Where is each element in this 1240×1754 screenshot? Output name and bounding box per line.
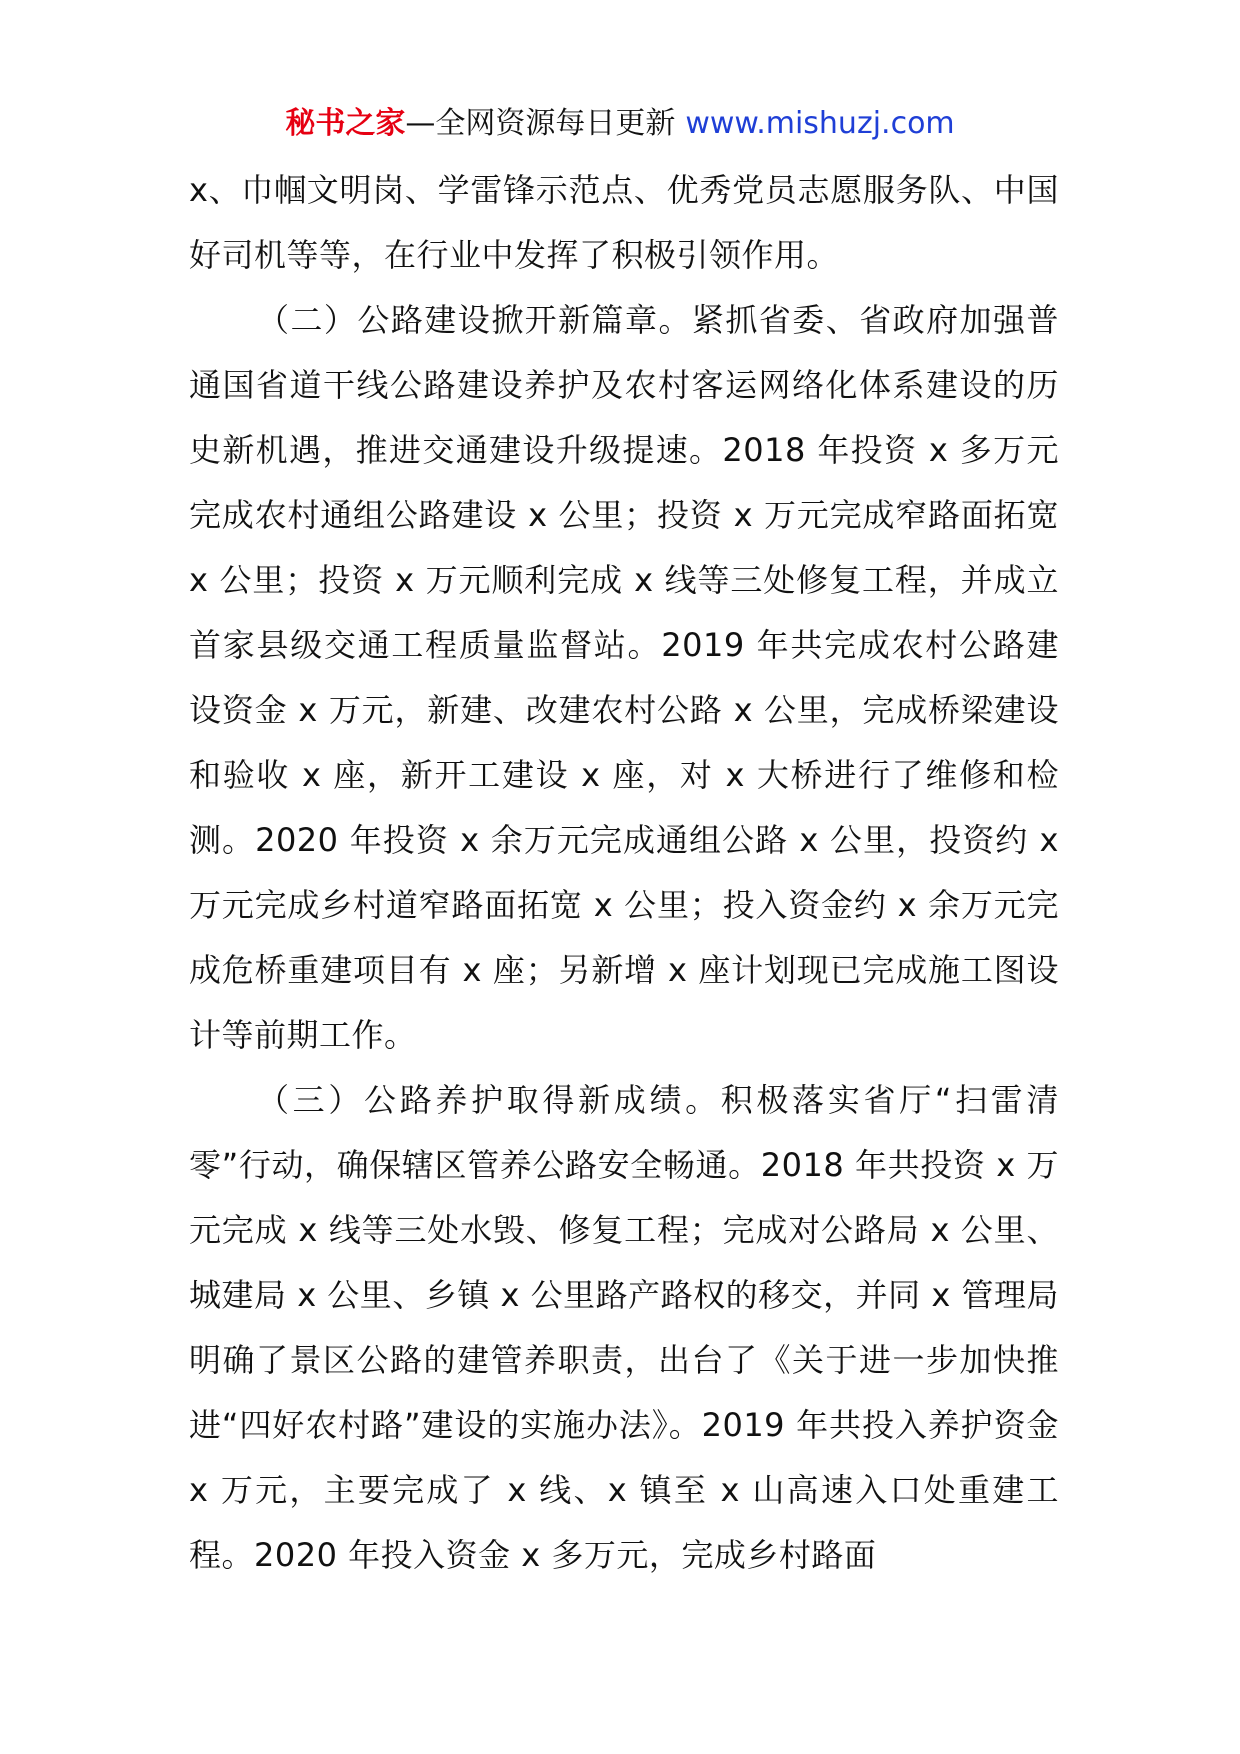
paragraph-road-construction: （二）公路建设掀开新篇章。紧抓省委、省政府加强普通国省道干线公路建设养护及农村客运网络化体系建设的历史新机遇，推进交通建设升级提速。2018 年投资 x 多万元完成农村通组公路建设 x 公里；投资 x 万元完成窄路面拓宽 x 公里；投资 x 万元顺利完成 x 线等三处修复工程，并成立首家县级交通工程质量监督站。2019 年共完成农村公路建设资金 x 万元，新建、改建农村公路 x 公里，完成桥梁建设和验收 x 座，新开工建设 x 座，对 x 大桥进行了维修和检测。2020 年投资 x 余万元完成通组公路 x 公里，投资约 x 万元完成乡村道窄路面拓宽 x 公里；投入资金约 x 余万元完成危桥重建项目有 x 座；另新增 x 座计划现已完成施工图设计等前期工作。 bbox=[189, 301, 1059, 1054]
site-url-link[interactable]: www.mishuzj.com bbox=[685, 106, 955, 141]
paragraph-road-maintenance: （三）公路养护取得新成绩。积极落实省厅“扫雷清零”行动，确保辖区管养公路安全畅通。2018 年共投资 x 万元完成 x 线等三处水毁、修复工程；完成对公路局 x 公里、城建局 x 公里、乡镇 x 公里路产路权的移交，并同 x 管理局明确了景区公路的建管养职责，出台了《关于进一步加快推进“四好农村路”建设的实施办法》。2019 年共投入养护资金 x 万元，主要完成了 x 线、x 镇至 x 山高速入口处重建工程。2020 年投入资金 x 多万元，完成乡村路面 bbox=[189, 1081, 1059, 1574]
document-body bbox=[189, 158, 1059, 1588]
site-header bbox=[0, 104, 1240, 144]
site-brand: 秘书之家 bbox=[285, 106, 406, 141]
site-tagline: —全网资源每日更新 bbox=[405, 106, 676, 141]
paragraph-continuation: x、巾帼文明岗、学雷锋示范点、优秀党员志愿服务队、中国好司机等等，在行业中发挥了积极引领作用。 bbox=[189, 171, 1059, 274]
